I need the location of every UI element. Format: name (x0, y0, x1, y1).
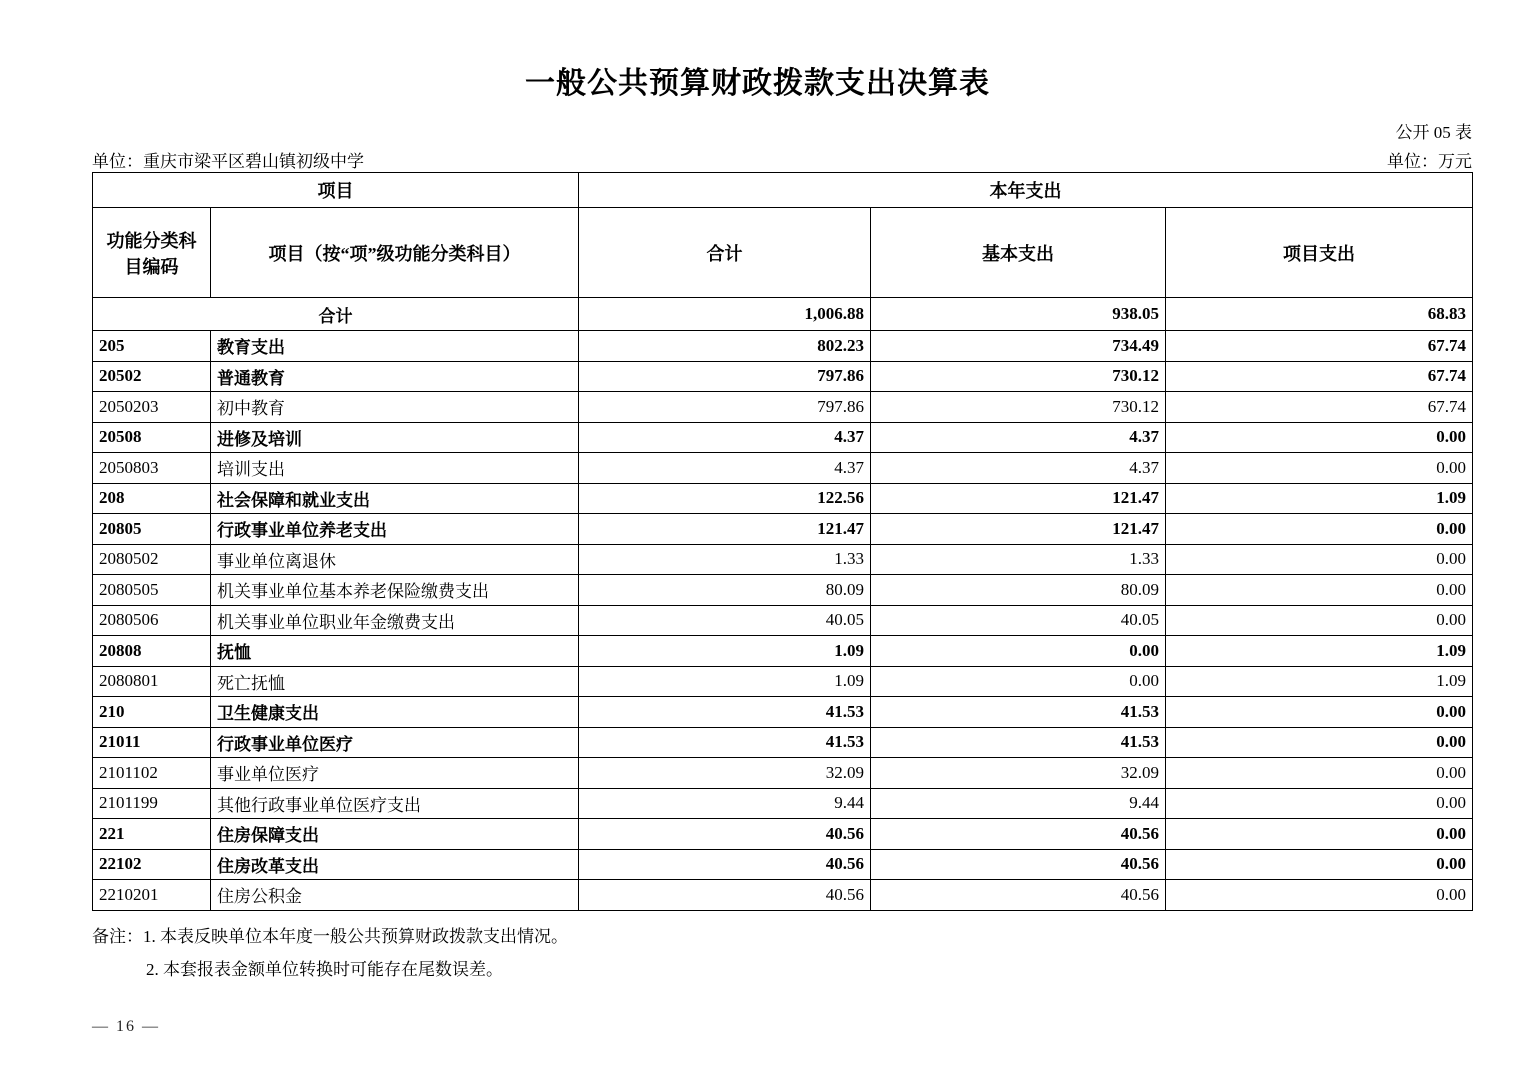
table-row (93, 392, 1473, 423)
item-name-cell: 普通教育 (211, 361, 579, 392)
total-amount-cell: 122.56 (579, 483, 871, 514)
project-amount-cell: 0.00 (1166, 575, 1473, 606)
project-amount-cell: 0.00 (1166, 422, 1473, 453)
item-name-cell: 住房保障支出 (211, 819, 579, 850)
table-row (93, 788, 1473, 819)
function-code-cell: 221 (93, 819, 211, 850)
project-amount-cell: 0.00 (1166, 849, 1473, 880)
total-amount-cell: 40.56 (579, 819, 871, 850)
grand-total-total: 1,006.88 (579, 298, 871, 331)
function-code-cell: 20508 (93, 422, 211, 453)
total-amount-cell: 1.33 (579, 544, 871, 575)
basic-amount-cell: 40.56 (871, 819, 1166, 850)
item-name-cell: 初中教育 (211, 392, 579, 423)
total-amount-cell: 121.47 (579, 514, 871, 545)
function-code-cell: 2080505 (93, 575, 211, 606)
table-row (93, 544, 1473, 575)
function-code-cell: 20502 (93, 361, 211, 392)
total-amount-cell: 4.37 (579, 422, 871, 453)
item-name-cell: 进修及培训 (211, 422, 579, 453)
table-row (93, 361, 1473, 392)
item-name-cell: 教育支出 (211, 331, 579, 362)
function-code-cell: 210 (93, 697, 211, 728)
budget-expenditure-table (92, 172, 1473, 911)
item-name-cell: 事业单位离退休 (211, 544, 579, 575)
function-code-cell: 205 (93, 331, 211, 362)
item-name-cell: 卫生健康支出 (211, 697, 579, 728)
page-number: — 16 — (92, 1018, 160, 1035)
basic-amount-cell: 0.00 (871, 666, 1166, 697)
total-amount-cell: 40.56 (579, 849, 871, 880)
basic-amount-cell: 121.47 (871, 514, 1166, 545)
total-amount-cell: 1.09 (579, 666, 871, 697)
total-amount-cell: 40.56 (579, 880, 871, 911)
project-amount-cell: 0.00 (1166, 880, 1473, 911)
table-row (93, 636, 1473, 667)
footnote-1: 备注：1. 本表反映单位本年度一般公共预算财政拨款支出情况。 (92, 927, 568, 946)
basic-amount-cell: 41.53 (871, 697, 1166, 728)
table-row (93, 514, 1473, 545)
function-code-cell: 2101102 (93, 758, 211, 789)
basic-amount-cell: 9.44 (871, 788, 1166, 819)
item-name-cell: 行政事业单位养老支出 (211, 514, 579, 545)
footnote-2: 2. 本套报表金额单位转换时可能存在尾数误差。 (146, 960, 503, 979)
total-amount-cell: 797.86 (579, 361, 871, 392)
project-amount-cell: 0.00 (1166, 727, 1473, 758)
project-amount-cell: 0.00 (1166, 697, 1473, 728)
table-row (93, 605, 1473, 636)
total-amount-cell: 4.37 (579, 453, 871, 484)
function-code-cell: 2080502 (93, 544, 211, 575)
item-name-cell: 事业单位医疗 (211, 758, 579, 789)
org-name-label: 单位：重庆市梁平区碧山镇初级中学 (92, 152, 364, 171)
footnotes (92, 920, 568, 986)
total-amount-cell: 80.09 (579, 575, 871, 606)
function-code-cell: 2080506 (93, 605, 211, 636)
basic-amount-cell: 4.37 (871, 453, 1166, 484)
project-amount-cell: 0.00 (1166, 605, 1473, 636)
header-total: 合计 (579, 208, 871, 298)
item-name-cell: 抚恤 (211, 636, 579, 667)
function-code-cell: 20808 (93, 636, 211, 667)
page-title: 一般公共预算财政拨款支出决算表 (525, 67, 990, 100)
header-item: 项目（按“项”级功能分类科目） (211, 208, 579, 298)
header-basic-expense: 基本支出 (871, 208, 1166, 298)
total-amount-cell: 40.05 (579, 605, 871, 636)
grand-total-basic: 938.05 (871, 298, 1166, 331)
basic-amount-cell: 41.53 (871, 727, 1166, 758)
basic-amount-cell: 730.12 (871, 392, 1166, 423)
table-row (93, 697, 1473, 728)
project-amount-cell: 67.74 (1166, 392, 1473, 423)
table-row (93, 331, 1473, 362)
function-code-cell: 21011 (93, 727, 211, 758)
table-row (93, 727, 1473, 758)
table-row (93, 422, 1473, 453)
table-body (93, 298, 1473, 911)
table-code-label: 公开 05 表 (1395, 123, 1472, 142)
total-amount-cell: 1.09 (579, 636, 871, 667)
basic-amount-cell: 0.00 (871, 636, 1166, 667)
grand-total-row (93, 298, 1473, 331)
basic-amount-cell: 4.37 (871, 422, 1166, 453)
table-row (93, 453, 1473, 484)
project-amount-cell: 1.09 (1166, 483, 1473, 514)
project-amount-cell: 0.00 (1166, 788, 1473, 819)
table-row (93, 849, 1473, 880)
item-name-cell: 培训支出 (211, 453, 579, 484)
basic-amount-cell: 32.09 (871, 758, 1166, 789)
total-amount-cell: 797.86 (579, 392, 871, 423)
function-code-cell: 2101199 (93, 788, 211, 819)
project-amount-cell: 1.09 (1166, 666, 1473, 697)
project-amount-cell: 0.00 (1166, 453, 1473, 484)
item-name-cell: 死亡抚恤 (211, 666, 579, 697)
project-amount-cell: 67.74 (1166, 361, 1473, 392)
table-header (93, 173, 1473, 298)
total-amount-cell: 32.09 (579, 758, 871, 789)
total-amount-cell: 802.23 (579, 331, 871, 362)
function-code-cell: 22102 (93, 849, 211, 880)
function-code-cell: 208 (93, 483, 211, 514)
function-code-cell: 2210201 (93, 880, 211, 911)
item-name-cell: 机关事业单位基本养老保险缴费支出 (211, 575, 579, 606)
header-function-code: 功能分类科目编码 (93, 208, 211, 298)
function-code-cell: 2050803 (93, 453, 211, 484)
item-name-cell: 住房公积金 (211, 880, 579, 911)
currency-unit-label: 单位：万元 (1387, 152, 1472, 171)
meta-line (92, 147, 1472, 172)
project-amount-cell: 0.00 (1166, 544, 1473, 575)
item-name-cell: 社会保障和就业支出 (211, 483, 579, 514)
item-name-cell: 行政事业单位医疗 (211, 727, 579, 758)
basic-amount-cell: 40.56 (871, 849, 1166, 880)
item-name-cell: 机关事业单位职业年金缴费支出 (211, 605, 579, 636)
table-row (93, 575, 1473, 606)
table-row (93, 758, 1473, 789)
grand-total-project: 68.83 (1166, 298, 1473, 331)
basic-amount-cell: 80.09 (871, 575, 1166, 606)
project-amount-cell: 0.00 (1166, 819, 1473, 850)
item-name-cell: 住房改革支出 (211, 849, 579, 880)
basic-amount-cell: 40.05 (871, 605, 1166, 636)
project-amount-cell: 0.00 (1166, 514, 1473, 545)
header-project-group: 项目 (93, 173, 579, 208)
header-project-expense: 项目支出 (1166, 208, 1473, 298)
table-row (93, 483, 1473, 514)
basic-amount-cell: 730.12 (871, 361, 1166, 392)
basic-amount-cell: 121.47 (871, 483, 1166, 514)
table-row (93, 666, 1473, 697)
function-code-cell: 2050203 (93, 392, 211, 423)
project-amount-cell: 0.00 (1166, 758, 1473, 789)
total-amount-cell: 41.53 (579, 697, 871, 728)
total-amount-cell: 9.44 (579, 788, 871, 819)
total-amount-cell: 41.53 (579, 727, 871, 758)
basic-amount-cell: 734.49 (871, 331, 1166, 362)
item-name-cell: 其他行政事业单位医疗支出 (211, 788, 579, 819)
header-year-expense-group: 本年支出 (579, 173, 1473, 208)
grand-total-label: 合计 (93, 298, 579, 331)
project-amount-cell: 1.09 (1166, 636, 1473, 667)
table-row (93, 819, 1473, 850)
basic-amount-cell: 40.56 (871, 880, 1166, 911)
function-code-cell: 2080801 (93, 666, 211, 697)
project-amount-cell: 67.74 (1166, 331, 1473, 362)
function-code-cell: 20805 (93, 514, 211, 545)
basic-amount-cell: 1.33 (871, 544, 1166, 575)
table-row (93, 880, 1473, 911)
